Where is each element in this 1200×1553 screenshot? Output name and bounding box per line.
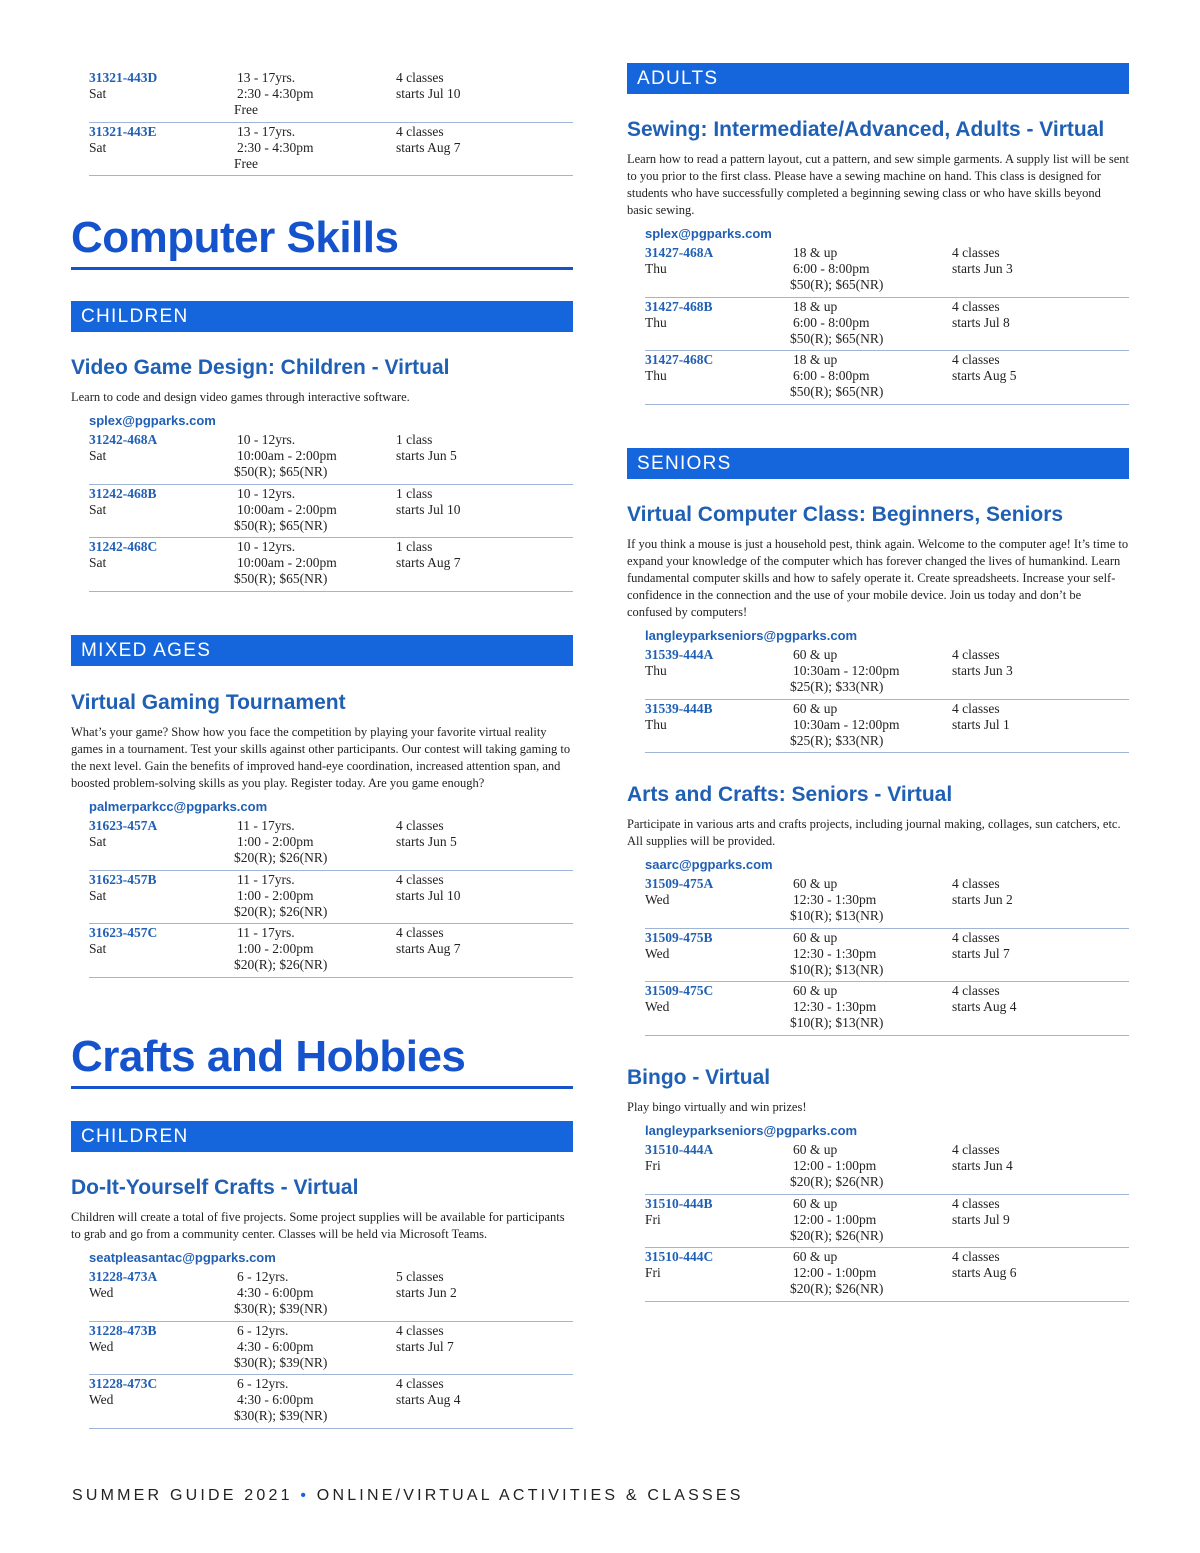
session-fee: $25(R); $33(NR) <box>790 679 884 694</box>
session-fee: $30(R); $39(NR) <box>234 1354 328 1370</box>
footer-section-label: ONLINE/VIRTUAL ACTIVITIES & CLASSES <box>316 1487 744 1504</box>
course-video-game-design <box>71 355 573 592</box>
session-schedule <box>396 539 566 571</box>
course-code[interactable]: 31509-475B <box>645 929 713 945</box>
session-count: 4 classes <box>396 818 444 833</box>
session-day: Wed <box>89 1285 114 1300</box>
session-ages: 60 & up <box>793 983 838 998</box>
contact-email[interactable]: seatpleasantac@pgparks.com <box>89 1250 276 1265</box>
session-schedule <box>396 818 566 850</box>
session-details <box>234 124 394 172</box>
course-code[interactable]: 31510-444A <box>645 1142 714 1157</box>
session-count: 4 classes <box>396 925 444 940</box>
session-ages: 18 & up <box>793 352 838 367</box>
course-description: Learn how to read a pattern layout, cut a pattern, and sew simple garments. A supply list will be sent to you prior to the first class. Please have a sewing machine on hand. This class is designed for students who have successfully completed a beginning sewing class or who have skills beyond basic sewing. <box>627 152 1129 217</box>
session-ages: 10 - 12yrs. <box>237 432 296 447</box>
session-day: Sat <box>89 501 107 517</box>
session-table <box>645 646 1129 753</box>
session-code-day <box>89 70 229 102</box>
course-code[interactable]: 31228-473B <box>89 1322 157 1338</box>
session-row <box>645 1141 1129 1195</box>
session-time: 1:00 - 2:00pm <box>237 834 314 849</box>
session-table <box>645 1141 1129 1302</box>
category-bar-mixed-ages: MIXED AGES <box>71 635 573 666</box>
course-title: Arts and Crafts: Seniors - Virtual <box>627 783 953 806</box>
session-details <box>790 1142 950 1190</box>
session-schedule <box>952 930 1122 962</box>
course-code[interactable]: 31510-444B <box>645 1195 713 1211</box>
course-bingo <box>627 1065 1129 1302</box>
session-schedule <box>396 872 566 904</box>
session-details <box>790 983 950 1031</box>
session-schedule <box>952 299 1122 331</box>
session-start: starts Jun 5 <box>396 834 457 849</box>
course-description: Learn to code and design video games through interactive software. <box>71 390 410 404</box>
session-time: 4:30 - 6:00pm <box>237 1285 314 1300</box>
session-details <box>790 1196 950 1244</box>
session-count: 4 classes <box>396 1376 444 1391</box>
course-code[interactable]: 31539-444A <box>645 647 714 662</box>
course-description: Children will create a total of five projects. Some project supplies will be available for participants to grab and go from a community center. Classes will be held via Microsoft Teams. <box>71 1210 565 1241</box>
footer-guide-label: SUMMER GUIDE 2021 <box>72 1487 293 1504</box>
session-schedule <box>952 352 1122 384</box>
session-details <box>234 486 394 534</box>
session-schedule <box>396 1269 566 1301</box>
session-ages: 18 & up <box>793 298 838 314</box>
course-diy-crafts <box>71 1175 573 1429</box>
session-fee: $25(R); $33(NR) <box>790 732 884 748</box>
session-schedule <box>396 432 566 464</box>
session-code-day <box>89 1269 229 1301</box>
session-code-day <box>645 245 785 277</box>
session-ages: 6 - 12yrs. <box>237 1322 289 1338</box>
session-time: 12:30 - 1:30pm <box>793 999 877 1014</box>
session-schedule <box>952 701 1122 733</box>
session-row <box>645 646 1129 700</box>
session-day: Thu <box>645 716 667 732</box>
session-code-day <box>89 432 229 464</box>
course-code[interactable]: 31623-457C <box>89 925 158 940</box>
session-ages: 13 - 17yrs. <box>237 123 296 139</box>
session-time: 12:00 - 1:00pm <box>793 1158 877 1173</box>
session-ages: 10 - 12yrs. <box>237 485 296 501</box>
session-time: 12:00 - 1:00pm <box>793 1211 877 1227</box>
session-row <box>645 929 1129 983</box>
session-day: Sat <box>89 448 107 463</box>
session-row <box>89 431 573 485</box>
session-code-day <box>89 818 229 850</box>
session-time: 1:00 - 2:00pm <box>237 941 314 956</box>
session-fee: $30(R); $39(NR) <box>234 1301 328 1316</box>
session-day: Sat <box>89 139 107 155</box>
course-code[interactable]: 31427-468A <box>645 245 714 260</box>
session-details <box>790 1249 950 1297</box>
session-day: Wed <box>645 999 670 1014</box>
session-details <box>234 70 394 118</box>
session-fee: $10(R); $13(NR) <box>790 961 884 977</box>
session-table <box>89 431 573 592</box>
session-code-day <box>645 647 785 679</box>
session-time: 12:00 - 1:00pm <box>793 1265 877 1280</box>
session-start: starts Jul 10 <box>396 501 461 517</box>
session-code-day <box>645 299 785 331</box>
course-code[interactable]: 31228-473C <box>89 1376 158 1391</box>
top-session-list <box>71 69 573 176</box>
session-start: starts Jul 7 <box>952 945 1010 961</box>
session-row <box>89 1268 573 1322</box>
session-count: 1 class <box>396 539 433 554</box>
session-row <box>89 924 573 978</box>
session-fee: $10(R); $13(NR) <box>790 908 884 923</box>
session-details <box>790 647 950 695</box>
session-row <box>89 538 573 592</box>
session-day: Wed <box>645 945 670 961</box>
session-row <box>89 871 573 925</box>
session-details <box>234 1323 394 1371</box>
session-day: Sat <box>89 941 107 956</box>
session-row <box>89 69 573 123</box>
session-count: 4 classes <box>952 1142 1000 1157</box>
session-code-day <box>89 925 229 957</box>
session-fee: $10(R); $13(NR) <box>790 1015 884 1030</box>
session-table <box>89 69 573 176</box>
session-fee: $20(R); $26(NR) <box>790 1227 884 1243</box>
session-count: 4 classes <box>952 245 1000 260</box>
course-code[interactable]: 31427-468B <box>645 298 713 314</box>
session-count: 4 classes <box>396 123 444 139</box>
session-code-day <box>89 539 229 571</box>
session-code-day <box>89 124 229 156</box>
course-title: Virtual Gaming Tournament <box>71 691 346 714</box>
session-code-day <box>89 486 229 518</box>
session-row <box>645 1248 1129 1302</box>
session-count: 4 classes <box>952 1195 1000 1211</box>
session-row <box>89 123 573 177</box>
session-day: Fri <box>645 1211 661 1227</box>
session-ages: 6 - 12yrs. <box>237 1376 289 1391</box>
session-start: starts Jun 2 <box>396 1285 457 1300</box>
session-row <box>645 700 1129 754</box>
session-fee: $20(R); $26(NR) <box>234 903 328 919</box>
category-bar-seniors: SENIORS <box>627 448 1129 479</box>
session-code-day <box>645 876 785 908</box>
session-count: 1 class <box>396 485 433 501</box>
course-title: Virtual Computer Class: Beginners, Seniors <box>627 503 1064 526</box>
session-count: 4 classes <box>952 1249 1000 1264</box>
session-time: 12:30 - 1:30pm <box>793 892 877 907</box>
session-day: Wed <box>645 892 670 907</box>
course-arts-and-crafts-seniors <box>627 782 1129 1036</box>
session-ages: 60 & up <box>793 647 838 662</box>
session-code-day <box>89 1323 229 1355</box>
session-details <box>234 925 394 973</box>
course-code[interactable]: 31242-468A <box>89 432 158 447</box>
session-day: Wed <box>89 1338 114 1354</box>
session-day: Sat <box>89 555 107 570</box>
course-title: Do-It-Yourself Crafts - Virtual <box>71 1176 359 1199</box>
session-ages: 11 - 17yrs. <box>237 818 295 833</box>
session-start: starts Jun 5 <box>396 448 457 463</box>
session-code-day <box>645 701 785 733</box>
session-fee: $20(R); $26(NR) <box>790 1281 884 1296</box>
session-schedule <box>952 1196 1122 1228</box>
course-code[interactable]: 31623-457B <box>89 871 157 887</box>
course-code[interactable]: 31321-443E <box>89 123 157 139</box>
session-time: 10:00am - 2:00pm <box>237 501 337 517</box>
course-description: What’s your game? Show how you face the competition by playing your favorite virtual reality games in a tournament. Test your skills against other participants. Our contest will taking gaming to the next level. Gain the benefits of improved hand-eye coordination, increased attention span, and boosted problem-solving skills as you play. Register today. Are you game enough? <box>71 725 571 790</box>
session-schedule <box>396 1323 566 1355</box>
session-row <box>645 982 1129 1036</box>
session-time: 10:00am - 2:00pm <box>237 448 337 463</box>
contact-email[interactable]: saarc@pgparks.com <box>645 857 773 872</box>
session-schedule <box>396 124 566 156</box>
session-fee: $20(R); $26(NR) <box>234 957 328 972</box>
session-code-day <box>645 930 785 962</box>
session-start: starts Jul 9 <box>952 1211 1010 1227</box>
session-count: 4 classes <box>952 929 1000 945</box>
session-fee: Free <box>234 102 258 117</box>
session-start: starts Jul 10 <box>396 887 461 903</box>
session-schedule <box>952 1142 1122 1174</box>
contact-email[interactable]: langleyparkseniors@pgparks.com <box>645 628 858 643</box>
course-code[interactable]: 31321-443D <box>89 70 158 85</box>
session-code-day <box>645 1249 785 1281</box>
session-time: 6:00 - 8:00pm <box>793 261 870 276</box>
session-details <box>790 299 950 347</box>
session-fee: $50(R); $65(NR) <box>790 384 884 399</box>
session-day: Sat <box>89 887 107 903</box>
session-schedule <box>952 647 1122 679</box>
session-code-day <box>645 352 785 384</box>
session-start: starts Jun 2 <box>952 892 1013 907</box>
course-title: Sewing: Intermediate/Advanced, Adults - Virtual <box>627 118 1105 141</box>
session-count: 5 classes <box>396 1269 444 1284</box>
category-bar-adults: ADULTS <box>627 63 1129 94</box>
session-count: 4 classes <box>952 352 1000 367</box>
course-sewing <box>627 117 1129 405</box>
session-day: Wed <box>89 1392 114 1407</box>
session-table <box>89 817 573 978</box>
session-details <box>790 876 950 924</box>
session-details <box>234 1269 394 1317</box>
session-code-day <box>645 983 785 1015</box>
session-details <box>790 245 950 293</box>
session-count: 4 classes <box>396 871 444 887</box>
session-row <box>89 1322 573 1376</box>
session-start: starts Jul 10 <box>396 86 461 101</box>
session-start: starts Jun 3 <box>952 663 1013 678</box>
session-row <box>645 875 1129 929</box>
course-code[interactable]: 31510-444C <box>645 1249 714 1264</box>
session-fee: $50(R); $65(NR) <box>790 277 884 292</box>
session-day: Thu <box>645 314 667 330</box>
session-code-day <box>89 872 229 904</box>
session-start: starts Aug 4 <box>396 1392 461 1407</box>
session-row <box>645 1195 1129 1249</box>
session-code-day <box>645 1196 785 1228</box>
session-start: starts Jul 1 <box>952 716 1010 732</box>
session-schedule <box>396 70 566 102</box>
session-schedule <box>396 925 566 957</box>
session-row <box>89 817 573 871</box>
course-description: Participate in various arts and crafts projects, including journal making, collages, sun catchers, etc. All supplies will be provided. <box>627 817 1121 848</box>
session-fee: $50(R); $65(NR) <box>790 330 884 346</box>
contact-email[interactable]: splex@pgparks.com <box>645 226 772 241</box>
session-time: 4:30 - 6:00pm <box>237 1338 314 1354</box>
session-ages: 13 - 17yrs. <box>237 70 296 85</box>
session-time: 2:30 - 4:30pm <box>237 86 314 101</box>
session-time: 10:00am - 2:00pm <box>237 555 337 570</box>
session-ages: 11 - 17yrs. <box>237 925 295 940</box>
course-code[interactable]: 31509-475C <box>645 983 714 998</box>
session-count: 4 classes <box>952 876 1000 891</box>
session-start: starts Aug 5 <box>952 368 1017 383</box>
session-table <box>645 875 1129 1036</box>
session-time: 6:00 - 8:00pm <box>793 314 870 330</box>
course-code[interactable]: 31509-475A <box>645 876 714 891</box>
session-fee: $50(R); $65(NR) <box>234 517 328 533</box>
course-code[interactable]: 31623-457A <box>89 818 158 833</box>
session-schedule <box>952 245 1122 277</box>
session-start: starts Jul 8 <box>952 314 1010 330</box>
category-bar-children-crafts: CHILDREN <box>71 1121 573 1152</box>
session-ages: 60 & up <box>793 1142 838 1157</box>
session-schedule <box>952 983 1122 1015</box>
course-code[interactable]: 31242-468B <box>89 485 157 501</box>
session-count: 4 classes <box>952 298 1000 314</box>
session-day: Fri <box>645 1158 661 1173</box>
session-time: 6:00 - 8:00pm <box>793 368 870 383</box>
session-time: 10:30am - 12:00pm <box>793 663 900 678</box>
session-table <box>89 1268 573 1429</box>
session-details <box>234 1376 394 1424</box>
session-fee: $20(R); $26(NR) <box>790 1174 884 1189</box>
session-count: 4 classes <box>396 70 444 85</box>
course-virtual-computer-class <box>627 502 1129 753</box>
section-title-crafts-and-hobbies: Crafts and Hobbies <box>71 1031 573 1089</box>
session-start: starts Aug 7 <box>396 555 461 570</box>
session-details <box>234 432 394 480</box>
course-code[interactable]: 31242-468C <box>89 539 158 554</box>
session-ages: 11 - 17yrs. <box>237 871 295 887</box>
session-count: 1 class <box>396 432 433 447</box>
session-day: Thu <box>645 368 667 383</box>
contact-email[interactable]: langleyparkseniors@pgparks.com <box>645 1123 858 1138</box>
contact-email[interactable]: palmerparkcc@pgparks.com <box>89 799 268 814</box>
session-details <box>790 930 950 978</box>
session-start: starts Jul 7 <box>396 1338 454 1354</box>
session-ages: 10 - 12yrs. <box>237 539 296 554</box>
session-ages: 60 & up <box>793 700 838 716</box>
session-details <box>790 352 950 400</box>
session-ages: 60 & up <box>793 929 838 945</box>
session-fee: $50(R); $65(NR) <box>234 464 328 479</box>
session-time: 2:30 - 4:30pm <box>237 139 314 155</box>
session-count: 4 classes <box>396 1322 444 1338</box>
session-count: 4 classes <box>952 700 1000 716</box>
session-schedule <box>396 486 566 518</box>
page-footer <box>72 1487 744 1505</box>
course-description: Play bingo virtually and win prizes! <box>627 1100 807 1114</box>
session-day: Sat <box>89 86 107 101</box>
session-ages: 60 & up <box>793 1195 838 1211</box>
session-code-day <box>645 1142 785 1174</box>
course-code[interactable]: 31427-468C <box>645 352 714 367</box>
session-count: 4 classes <box>952 647 1000 662</box>
session-start: starts Jun 4 <box>952 1158 1013 1173</box>
session-ages: 18 & up <box>793 245 838 260</box>
session-schedule <box>952 876 1122 908</box>
session-table <box>645 244 1129 405</box>
session-row <box>645 244 1129 298</box>
session-row <box>645 351 1129 405</box>
session-ages: 60 & up <box>793 1249 838 1264</box>
session-count: 4 classes <box>952 983 1000 998</box>
session-start: starts Aug 7 <box>396 941 461 956</box>
session-ages: 6 - 12yrs. <box>237 1269 289 1284</box>
session-time: 12:30 - 1:30pm <box>793 945 877 961</box>
session-start: starts Aug 4 <box>952 999 1017 1014</box>
session-fee: $50(R); $65(NR) <box>234 571 328 586</box>
footer-bullet: • <box>300 1487 310 1504</box>
session-day: Fri <box>645 1265 661 1280</box>
session-fee: $30(R); $39(NR) <box>234 1408 328 1423</box>
session-fee: $20(R); $26(NR) <box>234 850 328 865</box>
section-title-computer-skills: Computer Skills <box>71 212 573 270</box>
course-code[interactable]: 31539-444B <box>645 700 713 716</box>
session-start: starts Aug 6 <box>952 1265 1017 1280</box>
session-code-day <box>89 1376 229 1408</box>
session-row <box>89 1375 573 1429</box>
session-row <box>645 298 1129 352</box>
session-fee: Free <box>234 155 258 171</box>
session-day: Thu <box>645 261 667 276</box>
session-time: 4:30 - 6:00pm <box>237 1392 314 1407</box>
course-code[interactable]: 31228-473A <box>89 1269 158 1284</box>
session-ages: 60 & up <box>793 876 838 891</box>
course-description: If you think a mouse is just a household pest, think again. Welcome to the computer age! It’s time to expand your knowledge of the computer which has forever changed the lives of humankind. Learn fundamental computer skills and how to safely operate it. Create spreadsheets. Increase your self-confidence in the connection and the use of your mobile device. Join us today and don’t be confused by computers! <box>627 537 1129 619</box>
session-row <box>89 485 573 539</box>
session-schedule <box>396 1376 566 1408</box>
session-time: 10:30am - 12:00pm <box>793 716 900 732</box>
session-day: Thu <box>645 663 667 678</box>
course-virtual-gaming-tournament <box>71 690 573 978</box>
session-details <box>234 872 394 920</box>
session-start: starts Jun 3 <box>952 261 1013 276</box>
session-day: Sat <box>89 834 107 849</box>
category-bar-children: CHILDREN <box>71 301 573 332</box>
course-title: Video Game Design: Children - Virtual <box>71 356 450 379</box>
session-start: starts Aug 7 <box>396 139 461 155</box>
course-title: Bingo - Virtual <box>627 1066 771 1089</box>
contact-email[interactable]: splex@pgparks.com <box>89 413 216 428</box>
session-time: 1:00 - 2:00pm <box>237 887 314 903</box>
session-details <box>790 701 950 749</box>
session-schedule <box>952 1249 1122 1281</box>
session-details <box>234 539 394 587</box>
session-details <box>234 818 394 866</box>
